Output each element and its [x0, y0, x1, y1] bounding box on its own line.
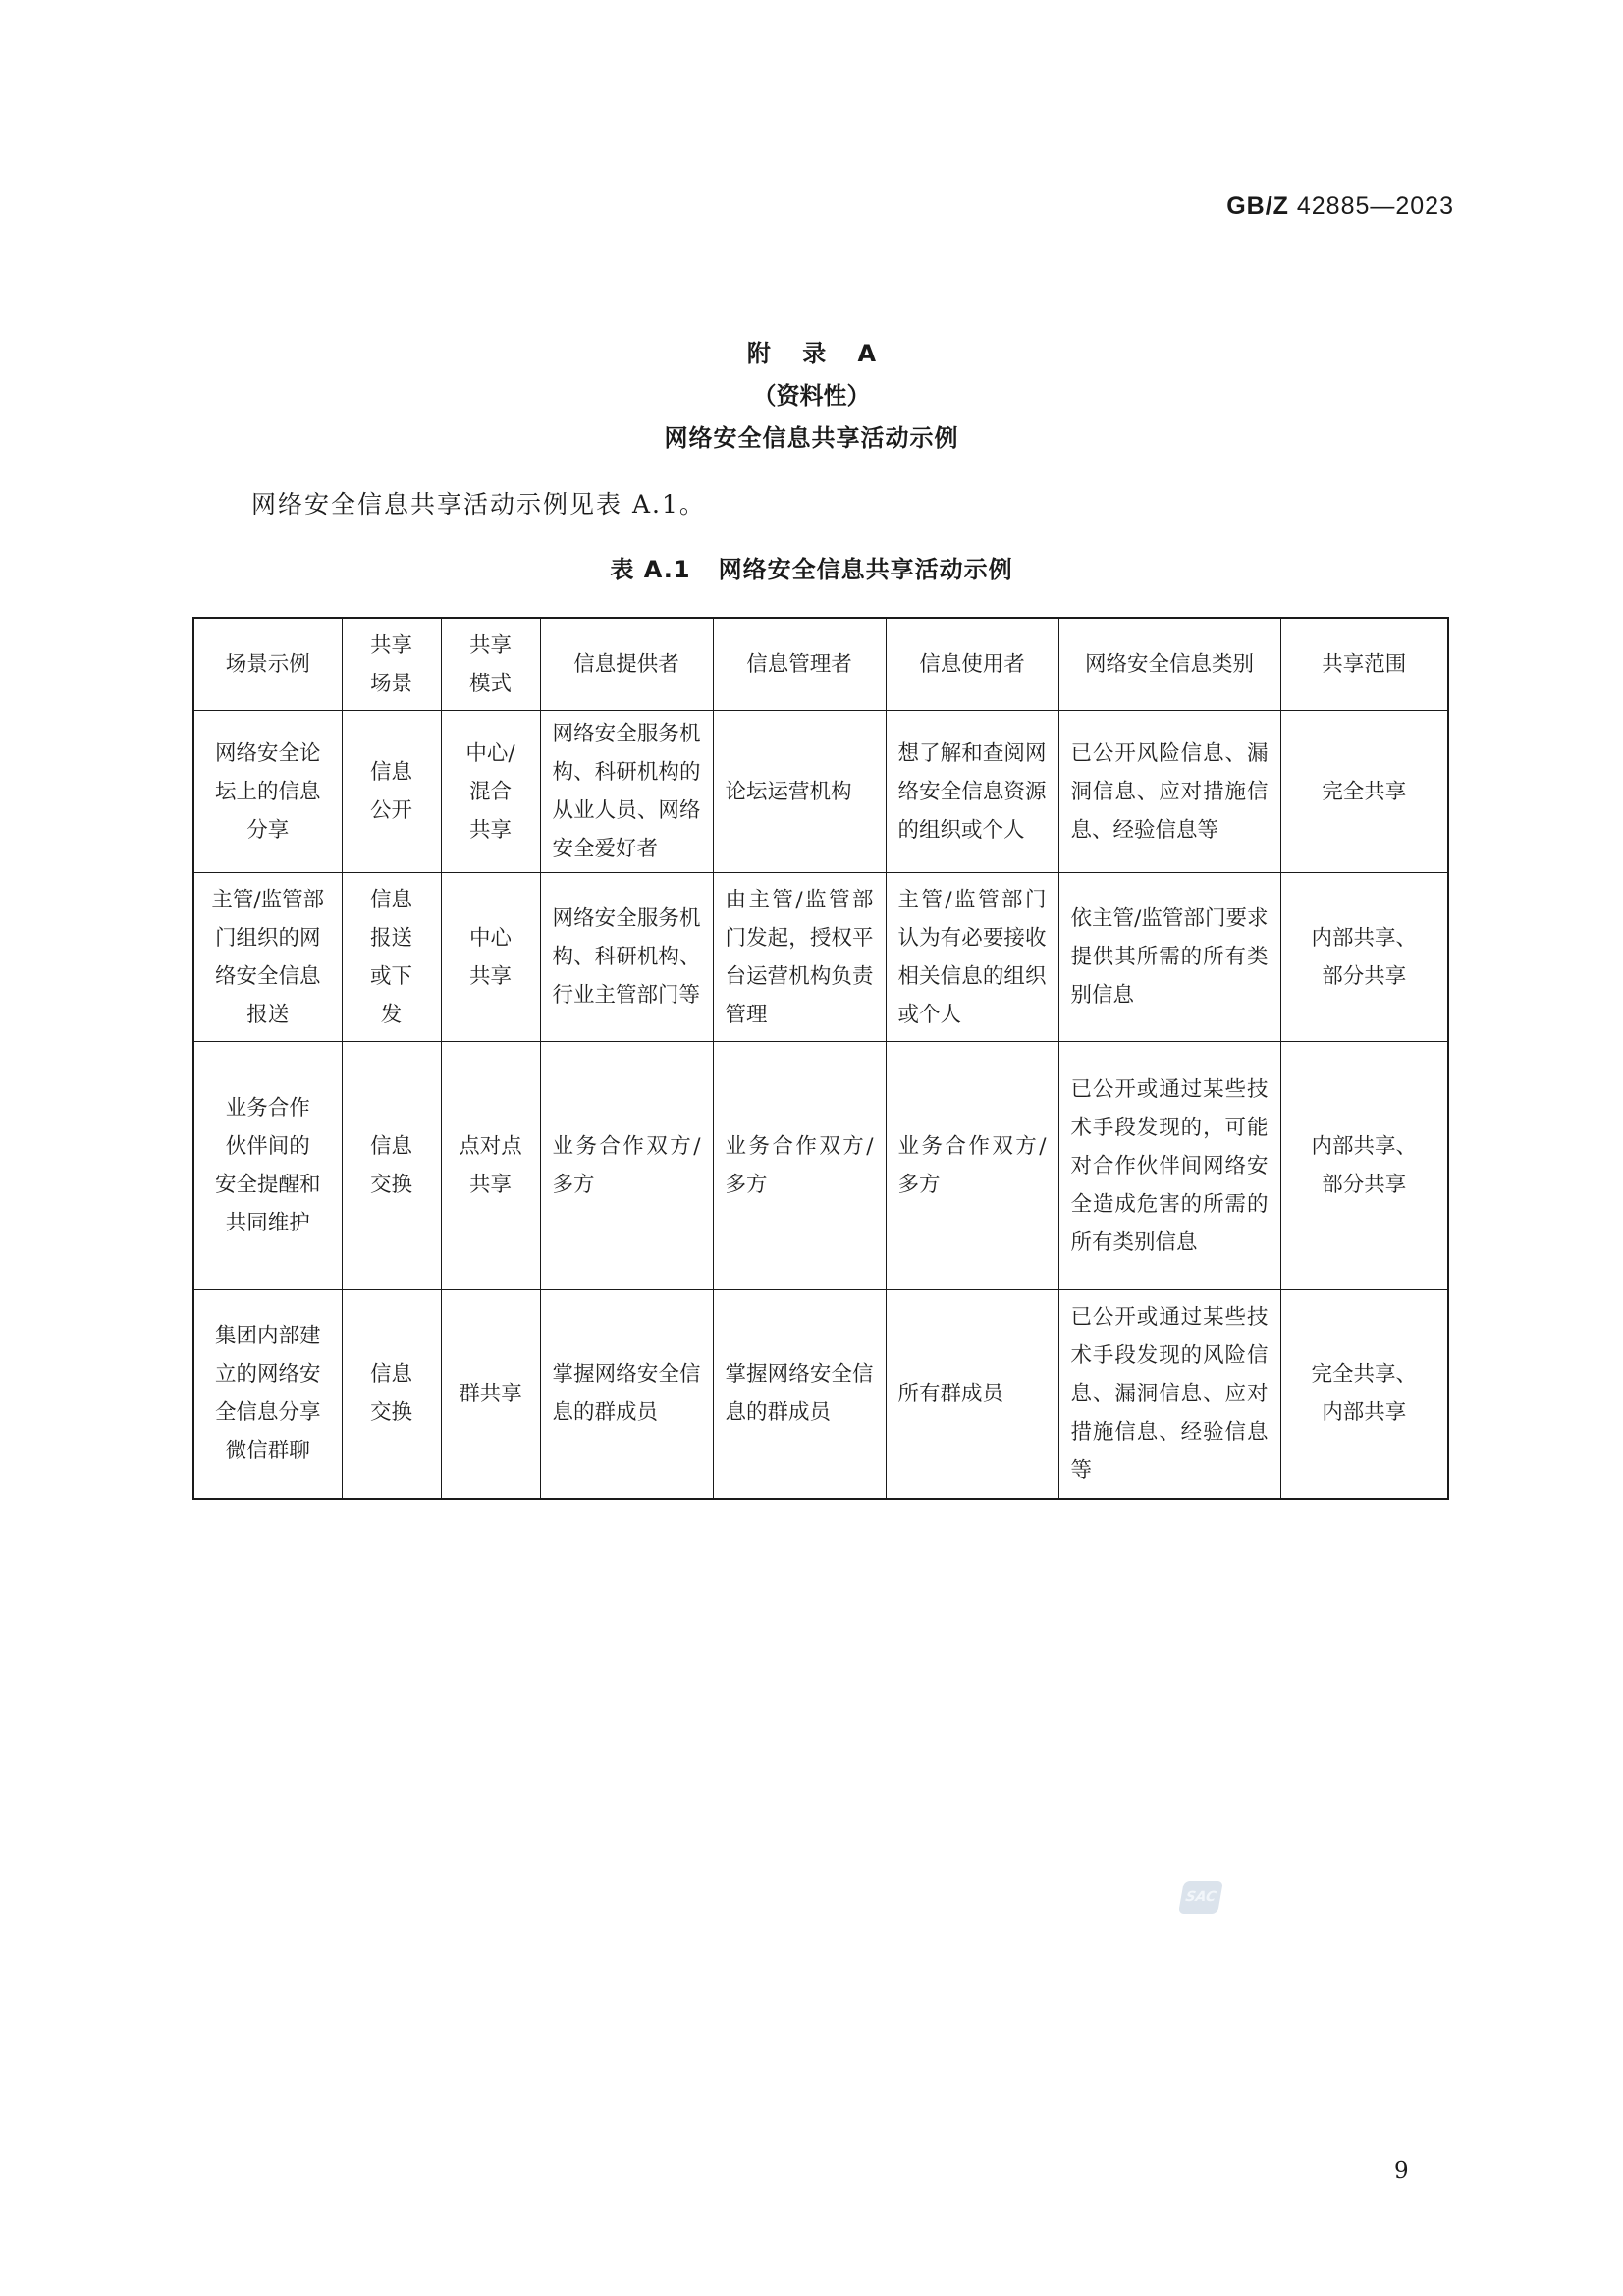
header-info-provider: 信息提供者: [540, 618, 713, 711]
table-row: [193, 1290, 1448, 1499]
cell-info-category: 已公开或通过某些技术手段发现的风险信息、漏洞信息、应对措施信息、经验信息等: [1058, 1290, 1280, 1499]
cell-sharing-scenario: 信息 报送 或下 发: [342, 873, 441, 1042]
cell-scenario-example: 集团内部建 立的网络安 全信息分享 微信群聊: [193, 1290, 342, 1499]
table-row: [193, 1042, 1448, 1290]
cell-info-manager: 论坛运营机构: [713, 711, 886, 873]
header-info-user: 信息使用者: [886, 618, 1058, 711]
cell-sharing-scope: 完全共享、 内部共享: [1280, 1290, 1448, 1499]
header-sharing-scenario: 共享 场景: [342, 618, 441, 711]
cell-info-category: 已公开风险信息、漏洞信息、应对措施信息、经验信息等: [1058, 711, 1280, 873]
table-caption-number: 表 A.1: [610, 556, 691, 583]
standard-number: [1226, 192, 1454, 221]
cell-info-user: 业务合作双方/多方: [886, 1042, 1058, 1290]
cell-info-manager: 由主管/监管部门发起，授权平台运营机构负责管理: [713, 873, 886, 1042]
page-number: 9: [1394, 2159, 1409, 2184]
table-caption: [0, 550, 1623, 584]
cell-sharing-mode: 点对点 共享: [441, 1042, 540, 1290]
cell-info-manager: 掌握网络安全信息的群成员: [713, 1290, 886, 1499]
cell-sharing-scope: 内部共享、 部分共享: [1280, 1042, 1448, 1290]
header-scenario-example: 场景示例: [193, 618, 342, 711]
header-info-category: 网络安全信息类别: [1058, 618, 1280, 711]
cell-info-provider: 掌握网络安全信息的群成员: [540, 1290, 713, 1499]
cell-sharing-scenario: 信息 交换: [342, 1042, 441, 1290]
header-sharing-mode: 共享 模式: [441, 618, 540, 711]
standard-code: 42885—2023: [1296, 192, 1454, 220]
cell-info-user: 所有群成员: [886, 1290, 1058, 1499]
cell-info-category: 依主管/监管部门要求提供其所需的所有类别信息: [1058, 873, 1280, 1042]
cell-scenario-example: 主管/监管部 门组织的网 络安全信息 报送: [193, 873, 342, 1042]
cell-info-provider: 网络安全服务机构、科研机构、行业主管部门等: [540, 873, 713, 1042]
sharing-activities-table: [192, 617, 1449, 1500]
cell-info-user: 想了解和查阅网络安全信息资源的组织或个人: [886, 711, 1058, 873]
cell-sharing-mode: 中心/ 混合 共享: [441, 711, 540, 873]
cell-sharing-scenario: 信息 交换: [342, 1290, 441, 1499]
cell-sharing-mode: 群共享: [441, 1290, 540, 1499]
intro-paragraph: 网络安全信息共享活动示例见表 A.1。: [251, 490, 706, 519]
cell-sharing-scope: 内部共享、 部分共享: [1280, 873, 1448, 1042]
appendix-title: 附 录 A: [746, 340, 877, 367]
appendix-heading: 网络安全信息共享活动示例: [664, 424, 959, 452]
table-header-row: [193, 618, 1448, 711]
header-sharing-scope: 共享范围: [1280, 618, 1448, 711]
cell-scenario-example: 网络安全论 坛上的信息 分享: [193, 711, 342, 873]
table-caption-title: 网络安全信息共享活动示例: [718, 556, 1013, 583]
cell-sharing-scope: 完全共享: [1280, 711, 1448, 873]
sac-watermark-logo: SAC: [1178, 1881, 1223, 1914]
table-row: [193, 711, 1448, 873]
cell-scenario-example: 业务合作 伙伴间的 安全提醒和 共同维护: [193, 1042, 342, 1290]
cell-info-provider: 业务合作双方/多方: [540, 1042, 713, 1290]
standard-prefix: GB/Z: [1226, 192, 1289, 220]
table-row: [193, 873, 1448, 1042]
cell-sharing-mode: 中心 共享: [441, 873, 540, 1042]
header-info-manager: 信息管理者: [713, 618, 886, 711]
cell-info-provider: 网络安全服务机构、科研机构的从业人员、网络安全爱好者: [540, 711, 713, 873]
cell-sharing-scenario: 信息 公开: [342, 711, 441, 873]
cell-info-manager: 业务合作双方/多方: [713, 1042, 886, 1290]
appendix-type: （资料性）: [752, 382, 871, 410]
cell-info-user: 主管/监管部门认为有必要接收相关信息的组织或个人: [886, 873, 1058, 1042]
cell-info-category: 已公开或通过某些技术手段发现的，可能对合作伙伴间网络安全造成危害的所需的所有类别信息: [1058, 1042, 1280, 1290]
